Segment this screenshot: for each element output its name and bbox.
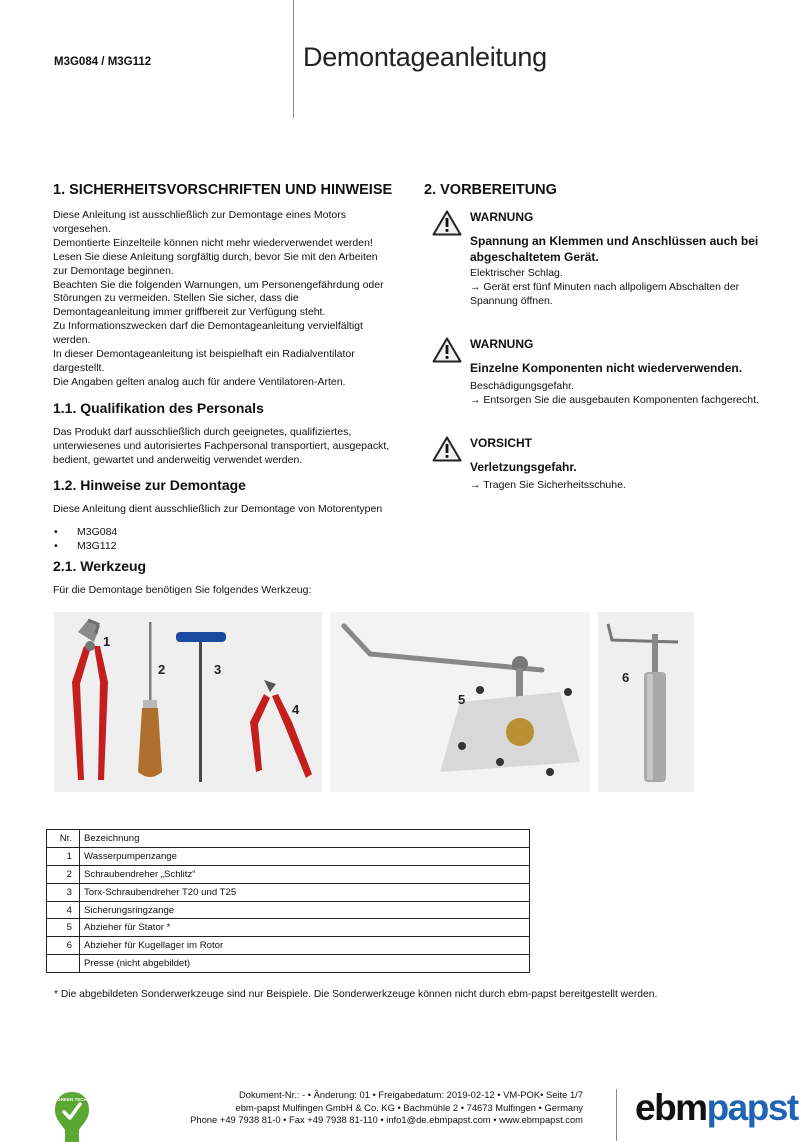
table-row: Presse (nicht abgebildet) bbox=[47, 955, 530, 973]
table-row: 6 Abzieher für Kugellager im Rotor bbox=[47, 937, 530, 955]
table-row: 1 Wasserpumpenzange bbox=[47, 847, 530, 865]
table-row: 5 Abzieher für Stator * bbox=[47, 919, 530, 937]
document-title: Demontageanleitung bbox=[303, 42, 547, 72]
caution-text: → Tragen Sie Sicherheitsschuhe. bbox=[470, 479, 626, 491]
model-list bbox=[54, 525, 117, 553]
section-1-title: 1. SICHERHEITSVORSCHRIFTEN UND HINWEISE bbox=[53, 182, 393, 198]
footnote: * Die abgebildeten Sonderwerkzeuge sind nur Beispiele. Die Sonderwerkzeuge können nicht durch ebm-papst bereitgestellt werden. bbox=[54, 989, 658, 1000]
section-2-1-title: 2.1. Werkzeug bbox=[53, 558, 147, 574]
tools-photo bbox=[54, 612, 322, 792]
photo-label-5: 5 bbox=[458, 692, 466, 707]
paragraph: Lesen Sie diese Anleitung sorgfältig durch, bevor Sie mit den Arbeiten zur Demontage beginnen. bbox=[53, 250, 378, 277]
warning-headline: Einzelne Komponenten nicht wiederverwenden. bbox=[470, 361, 743, 375]
footer-line: Phone +49 7938 81-0 • Fax +49 7938 81-110 • info1@de.ebmpapst.com • www.ebmpapst.com bbox=[190, 1114, 583, 1125]
table-header-row bbox=[47, 830, 530, 848]
warning-label: WARNUNG bbox=[470, 210, 534, 224]
paragraph: Demontierte Einzelteile können nicht mehr wiederverwendet werden! bbox=[53, 236, 373, 249]
warning-label: WARNUNG bbox=[470, 337, 534, 351]
column-header-nr: Nr. bbox=[47, 830, 80, 848]
paragraph: Zu Informationszwecken darf die Demontageanleitung vervielfältigt werden. bbox=[53, 320, 363, 347]
section-1-2-title: 1.2. Hinweise zur Demontage bbox=[53, 477, 246, 493]
stator-puller-photo bbox=[330, 612, 590, 792]
warning-text: Beschädigungsgefahr. → Entsorgen Sie die ausgebauten Komponenten fachgerecht. bbox=[470, 380, 759, 406]
document-model: M3G084 / M3G112 bbox=[54, 56, 152, 68]
photo-label-3: 3 bbox=[214, 662, 222, 677]
paragraph: In dieser Demontageanleitung ist beispielhaft ein Radialventilator dargestellt. bbox=[53, 348, 355, 374]
footer-info bbox=[190, 1089, 583, 1127]
warning-triangle-icon bbox=[432, 210, 462, 236]
paragraph: Diese Anleitung ist ausschließlich zur Demontage eines Motors vorgesehen. bbox=[53, 209, 346, 235]
section-2-1-text: Für die Demontage benötigen Sie folgendes Werkzeug: bbox=[53, 584, 312, 596]
warning-headline: Spannung an Klemmen und Anschlüssen auch bei abgeschaltetem Gerät. bbox=[470, 234, 759, 264]
hand-tools-illustration bbox=[54, 612, 322, 792]
bearing-puller-illustration bbox=[598, 612, 694, 792]
green-tech-badge-icon bbox=[53, 1090, 91, 1142]
footer-line: ebm-papst Mulfingen GmbH & Co. KG • Bachmühle 2 • 74673 Mulfingen • Germany bbox=[235, 1101, 583, 1113]
photo-label-2: 2 bbox=[158, 662, 166, 677]
warning-block-components bbox=[432, 337, 777, 417]
section-1-2-text: Diese Anleitung dient ausschließlich zur Demontage von Motorentypen bbox=[53, 503, 383, 515]
table-row: 3 Torx-Schraubendreher T20 und T25 bbox=[47, 883, 530, 901]
warning-text: Elektrischer Schlag. → Gerät erst fünf Minuten nach allpoligem Abschalten der Spannung öffnen. bbox=[470, 267, 740, 307]
table-row: 4 Sicherungsringzange bbox=[47, 901, 530, 919]
warning-triangle-icon bbox=[432, 337, 462, 363]
paragraph: Die Angaben gelten analog auch für andere Ventilatoren-Arten. bbox=[53, 375, 346, 388]
photo-label-1: 1 bbox=[103, 634, 111, 649]
photo-label-4: 4 bbox=[292, 702, 300, 717]
caution-label: VORSICHT bbox=[470, 436, 533, 450]
table-row: 2 Schraubendreher „Schlitz“ bbox=[47, 865, 530, 883]
section-2-title: 2. VORBEREITUNG bbox=[424, 182, 557, 198]
section-1-1-title: 1.1. Qualifikation des Personals bbox=[53, 400, 264, 416]
warning-triangle-icon bbox=[432, 436, 462, 462]
caution-headline: Verletzungsgefahr. bbox=[470, 460, 577, 474]
list-item: • M3G084 bbox=[54, 526, 118, 538]
footer-line: Dokument-Nr.: - • Änderung: 01 • Freigabedatum: 2019-02-12 • VM-POK• Seite 1/7 bbox=[238, 1089, 583, 1100]
column-header-name: Bezeichnung bbox=[80, 830, 530, 848]
badge-text: GREEN TECH bbox=[57, 1097, 87, 1102]
tool-table bbox=[46, 829, 530, 973]
bearing-puller-photo bbox=[598, 612, 694, 792]
caution-block-shoes bbox=[432, 436, 777, 506]
list-item: • M3G112 bbox=[54, 540, 117, 552]
warning-block-voltage bbox=[432, 210, 777, 310]
photo-label-6: 6 bbox=[622, 670, 630, 685]
footer-divider bbox=[616, 1089, 617, 1141]
section-1-1-text: Das Produkt darf ausschließlich durch geeignetes, qualifiziertes, unterwiesenes und autorisiertes Fachpersonal transportiert, ausgepackt, bedient, gewartet und anderweitig verwendet werden. bbox=[53, 426, 390, 466]
header-divider bbox=[293, 0, 294, 118]
section-1-text bbox=[53, 209, 393, 390]
ebmpapst-logo: ebmpapst bbox=[635, 1087, 798, 1128]
paragraph: Beachten Sie die folgenden Warnungen, um Personengefährdung oder Störungen zu vermeiden. Stellen Sie sicher, dass die Demontageanleitung immer griffbereit zur Verfügung steht. bbox=[53, 278, 384, 319]
